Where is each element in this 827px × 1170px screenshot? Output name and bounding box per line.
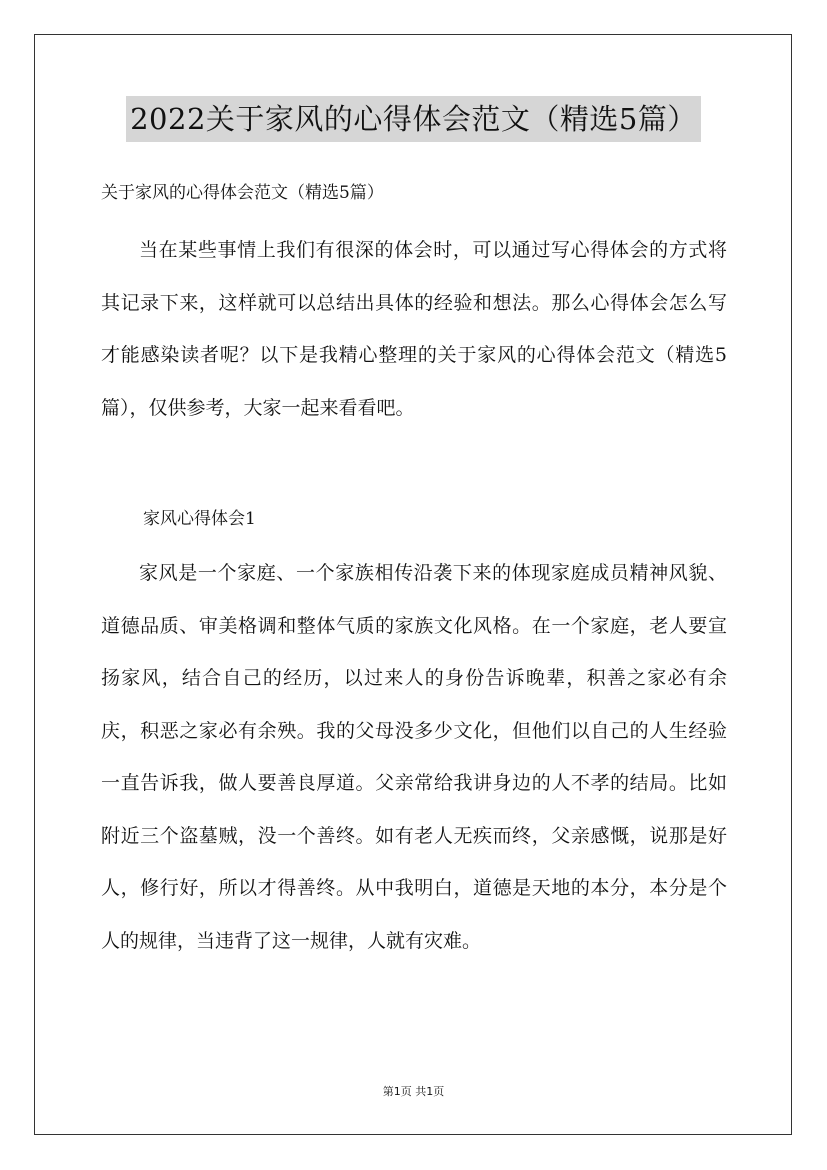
intro-paragraph: 当在某些事情上我们有很深的体会时，可以通过写心得体会的方式将其记录下来，这样就可以总结出具体的经验和想法。那么心得体会怎么写才能感染读者呢？以下是我精心整理的关于家风的心得体会范文（精选5篇），仅供参考，大家一起来看看吧。: [101, 239, 727, 419]
document-title: 2022关于家风的心得体会范文（精选5篇）: [126, 96, 701, 142]
section-body-paragraph: 家风是一个家庭、一个家族相传沿袭下来的体现家庭成员精神风貌、道德品质、审美格调和整体气质的家族文化风格。在一个家庭，老人要宣扬家风，结合自己的经历，以过来人的身份告诉晚辈，积善之家必有余庆，积恶之家必有余殃。我的父母没多少文化，但他们以自己的人生经验一直告诉我，做人要善良厚道。父亲常给我讲身边的人不孝的结局。比如附近三个盗墓贼，没一个善终。如有老人无疾而终，父亲感慨，说那是好人，修行好，所以才得善终。从中我明白，道德是天地的本分，本分是个人的规律，当违背了这一规律，人就有灾难。: [101, 562, 727, 952]
page-footer: 第1页 共1页: [382, 1085, 445, 1098]
document-subtitle: 关于家风的心得体会范文（精选5篇）: [101, 183, 384, 203]
title-container: [0, 96, 827, 142]
section-heading: 家风心得体会1: [143, 509, 256, 529]
